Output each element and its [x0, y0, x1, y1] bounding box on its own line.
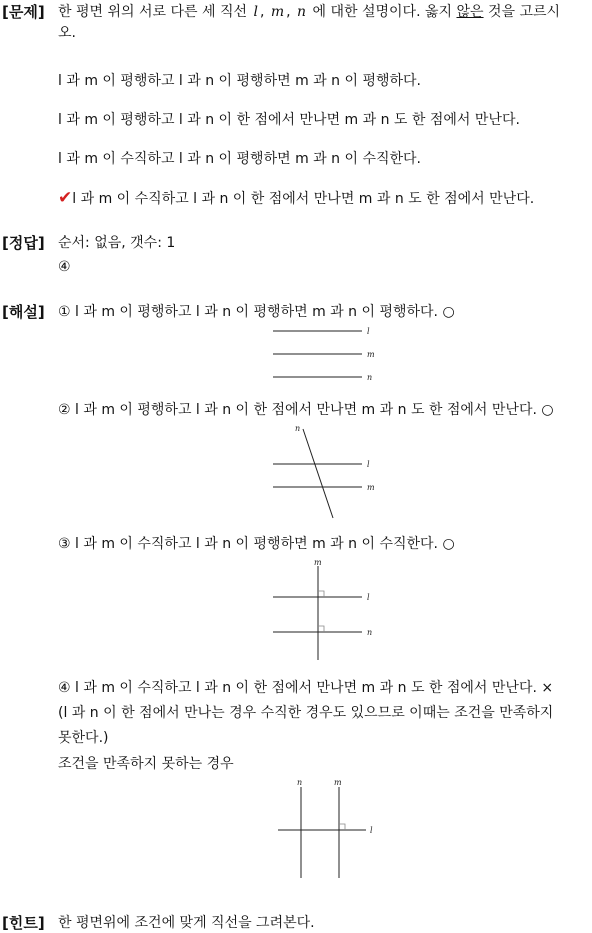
answer-line1: 순서: 없음, 갯수: 1: [58, 235, 176, 251]
option-3[interactable]: l 과 m 이 수직하고 l 과 n 이 평행하면 m 과 n 이 수직한다.: [58, 151, 421, 167]
option-1[interactable]: l 과 m 이 평행하고 l 과 n 이 평행하면 m 과 n 이 평행하다.: [58, 73, 421, 89]
answer-tag: [정답]: [2, 234, 45, 252]
label-l: l: [370, 826, 373, 835]
label-m: m: [334, 778, 342, 787]
hint-tag: [힌트]: [2, 914, 45, 932]
explanation-item-2: ② l 과 m 이 평행하고 l 과 n 이 한 점에서 만나면 m 과 n 도 한 점에서 만난다. ○: [58, 402, 554, 418]
explanation-item-4: ④ l 과 m 이 수직하고 l 과 n 이 한 점에서 만나면 m 과 n 도 한 점에서 만난다. ×: [58, 680, 554, 696]
explanation-note-line1: (l 과 n 이 한 점에서 만나는 경우 수직한 경우도 있으므로 이때는 조건을 만족하지: [58, 705, 554, 721]
label-m: m: [314, 558, 322, 567]
label-l: l: [367, 460, 370, 469]
problem-stem-line1: 한 평면 위의 서로 다른 세 직선 l , m , n 에 대한 설명이다. 옳지 않은 것을 고르시: [58, 4, 561, 20]
option-2[interactable]: l 과 m 이 평행하고 l 과 n 이 한 점에서 만나면 m 과 n 도 한 점에서 만난다.: [58, 112, 520, 128]
label-l: l: [367, 593, 370, 602]
figure-perpendicular-lines: [270, 558, 380, 662]
label-n: n: [367, 628, 373, 637]
explanation-tag: [해설]: [2, 303, 45, 321]
label-n: n: [367, 373, 373, 382]
explanation-note-line2: 못한다.): [58, 730, 109, 746]
label-m: m: [367, 483, 375, 492]
label-l: l: [367, 327, 370, 336]
check-icon: ✔: [58, 188, 73, 208]
option-4[interactable]: ✔l 과 m 이 수직하고 l 과 n 이 한 점에서 만나면 m 과 n 도 한 점에서 만난다.: [58, 188, 535, 208]
problem-stem-line2: 오.: [58, 25, 76, 41]
figure-parallel-lines: [270, 325, 380, 385]
label-n: n: [297, 778, 303, 787]
underlined-word: 않은: [456, 4, 484, 20]
figure-counterexample: [272, 778, 382, 880]
explanation-item-3: ③ l 과 m 이 수직하고 l 과 n 이 평행하면 m 과 n 이 수직한다. ○: [58, 536, 455, 552]
explanation-item-1: ① l 과 m 이 평행하고 l 과 n 이 평행하면 m 과 n 이 평행하다. ○: [58, 304, 455, 320]
label-m: m: [367, 350, 375, 359]
explanation-note-line3: 조건을 만족하지 못하는 경우: [58, 756, 234, 772]
hint-text: 한 평면위에 조건에 맞게 직선을 그려본다.: [58, 915, 315, 931]
answer-line2: ④: [58, 259, 71, 275]
figure-transversal-lines: [270, 424, 380, 520]
problem-tag: [문제]: [2, 3, 45, 21]
label-n: n: [295, 424, 301, 433]
